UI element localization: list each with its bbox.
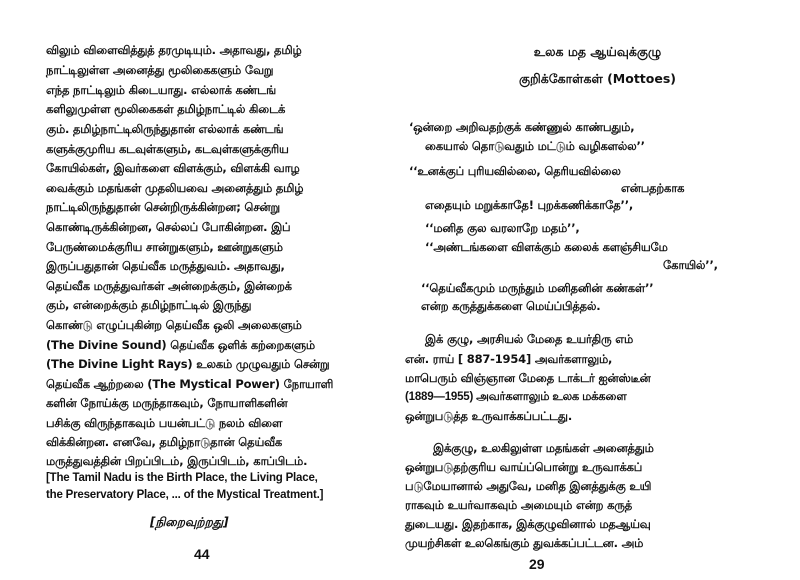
- paragraph-line: ஒன்றுபடுதற்குரிய வாய்ப்பொன்று உருவாக்கப்: [405, 460, 643, 474]
- paragraph-line: மாபெரும் விஞ்ஞான மேதை டாக்டர் ஐன்ஸ்டீன்: [405, 371, 651, 385]
- text-line: தெய்வீக ஆற்றலை (The Mystical Power) நோயாளி: [46, 377, 334, 391]
- text-line-english: [The Tamil Nadu is the Birth Place, the Living Place,: [46, 472, 318, 484]
- text-line: (The Divine Light Rays) உலகம் முழுவதும் சென்று: [46, 357, 330, 371]
- text-line: கோயில்கள், இவர்களை விளக்கும், விளக்கி வாழ: [46, 161, 300, 175]
- motto-line: ‘‘தெய்வீகமும் மருந்தும் மனிதனின் கண்கள்’’: [421, 281, 654, 295]
- text-line: களுக்குமுரிய கடவுள்களும், கடவுள்களுக்குரிய: [46, 142, 289, 156]
- paragraph-line: படுமேயானால் அதுவே, மனித இனத்துக்கு உயி: [405, 479, 652, 493]
- text-line: (The Divine Sound) தெய்வீக ஒளிக் கற்றைகளும்: [46, 338, 315, 352]
- text-line: வைக்கும் மதங்கள் முதலியவை அனைத்தும் தமிழ்: [46, 181, 304, 195]
- motto-line: ‘‘மனித குல வரலாறே மதம்’’,: [425, 221, 580, 235]
- motto-line: என்பதற்காக: [621, 181, 685, 195]
- text-line: களின் நோய்க்கு மருந்தாகவும், நோயாளிகளின்: [46, 396, 288, 410]
- text-line: மருத்துவத்தின் பிறப்பிடம், இருப்பிடம், காப்பிடம்.: [46, 454, 308, 468]
- page-number: 29: [529, 556, 545, 572]
- paragraph-line: ராகவும் உயர்வாகவும் அமையும் என்ற கருத்: [405, 498, 632, 512]
- text-line: விலும் விளைவித்துத் தரமுடியும். அதாவது, தமிழ்: [46, 43, 302, 57]
- text-line: பசிக்கு விருந்தாகவும் பயன்பட்டு நலம் விளை: [46, 416, 283, 430]
- motto-line: என்ற கருத்துக்களை மெய்ப்பித்தல்.: [421, 299, 601, 313]
- section-title: உலக மத ஆய்வுக்குழு: [533, 44, 662, 59]
- left-page: [0, 0, 395, 580]
- paragraph-line: முயற்சிகள் உலகெங்கும் துவக்கப்பட்டன. அம்: [405, 536, 644, 550]
- paragraph-line: என். ராய் [ 887-1954] அவர்களாலும்,: [405, 352, 613, 366]
- paragraph-line: ஒன்றுபடுத்த உருவாக்கப்பட்டது.: [405, 409, 572, 423]
- text-line: பேருண்மைக்குரிய சான்றுகளும், ஊன்றுகளும்: [46, 240, 283, 254]
- motto-line: ‘‘அண்டங்களை விளக்கும் கலைக் களஞ்சியமே: [425, 240, 668, 254]
- motto-line: ‘ஒன்றை அறிவதற்குக் கண்ணுல் காண்பதும்,: [409, 120, 635, 134]
- text-line: இருப்பதுதான் தெய்வீக மருத்துவம். அதாவது,: [46, 259, 285, 273]
- page-number: 44: [194, 546, 210, 562]
- right-page: [395, 0, 800, 580]
- paragraph-line: துடையது. இதற்காக, இக்குழுவினால் மதஆய்வு: [405, 517, 651, 531]
- section-subtitle: குறிக்கோள்கள் (Mottoes): [518, 71, 676, 86]
- text-line: கும். தமிழ்நாட்டிலிருந்துதான் எல்லாக் கண்டங்: [46, 122, 284, 136]
- text-line: எந்த நாட்டிலும் கிடையாது. எல்லாக் கண்டங்: [46, 83, 276, 97]
- text-line: விக்கின்றன. எனவே, தமிழ்நாடுதான் தெய்வீக: [46, 435, 283, 449]
- paragraph-line: இக்குழு, உலகிலுள்ள மதங்கள் அனைத்தும்: [433, 441, 654, 455]
- text-line-english: the Preservatory Place, ... of the Mystical Treatment.]: [46, 489, 324, 501]
- paragraph-line: (1889—1955) அவர்களாலும் உலக மக்களை: [405, 391, 627, 403]
- text-line: கொண்டு எழுப்புகின்ற தெய்வீக ஒலி அலைகளும்: [46, 318, 302, 332]
- motto-line: எதையும் மறுக்காதே! புறக்கணிக்காதே’’,: [425, 198, 634, 212]
- paragraph-line: இக் குழு, அரசியல் மேதை உயர்திரு எம்: [425, 332, 634, 346]
- closing-mark: [நிறைவுற்றது]: [150, 515, 229, 529]
- text-line: நாட்டிலிருந்துதான் சென்றிருக்கின்றன; சென்று: [46, 200, 280, 214]
- text-line: தெய்வீக மருத்துவர்கள் அன்றைக்கும், இன்றைக்: [46, 279, 292, 293]
- motto-line: கையால் தொடுவதும் மட்டும் வழிகளல்ல’’: [425, 139, 645, 153]
- text-line: களிலுமுள்ள மூலிகைகள் தமிழ்நாட்டில் கிடைக்: [46, 102, 286, 116]
- motto-line: கோயில்’’,: [663, 258, 718, 272]
- motto-line: ‘‘உனக்குப் புரியவில்லை, தெரியவில்லை: [409, 164, 621, 178]
- text-line: கும், என்றைக்கும் தமிழ்நாட்டில் இருந்து: [46, 298, 252, 312]
- text-line: கொண்டிருக்கின்றன, செல்லப் போகின்றன. இப்: [46, 220, 291, 234]
- text-line: நாட்டிலுள்ள அனைத்து மூலிகைகளும் வேறு: [46, 63, 274, 77]
